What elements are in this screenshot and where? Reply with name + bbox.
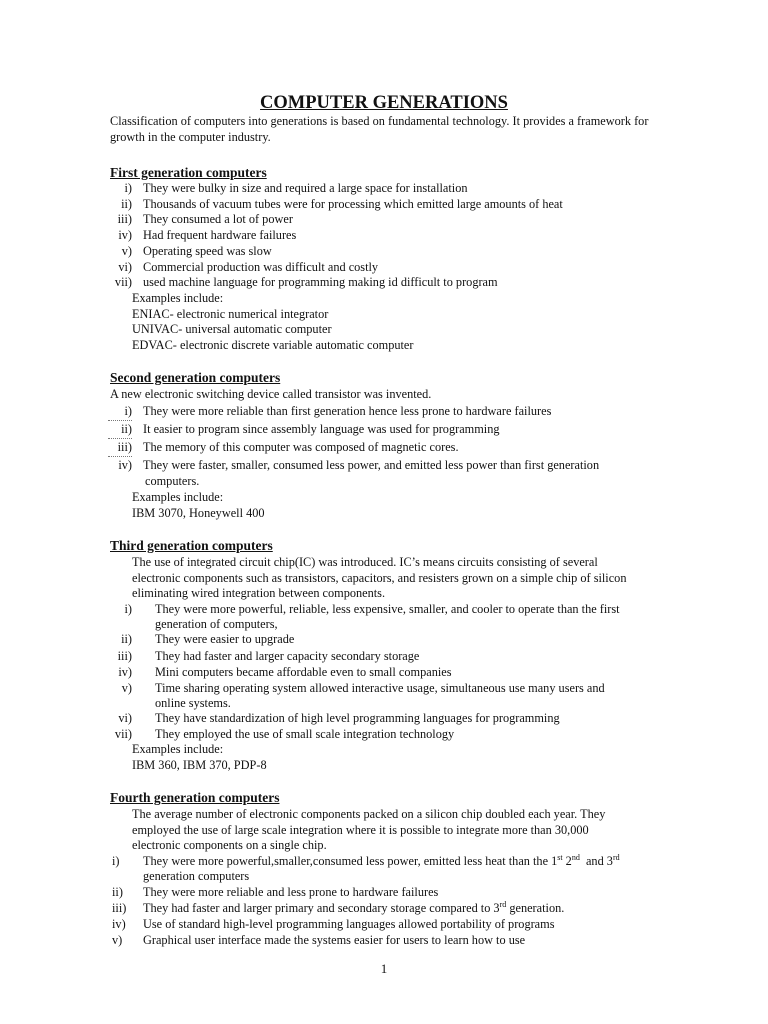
list-item: They had faster and larger primary and secondary storage compared to 3rd generation. — [143, 899, 565, 915]
list-item-continuation: computers. — [145, 474, 200, 488]
list-number: v) — [112, 933, 123, 947]
intro-paragraph: Classification of computers into generations is based on fundamental technology. It provides a framework for growth in the computer industry. — [110, 114, 649, 144]
list-item: They were more powerful,smaller,consumed less power, emitted less heat than the 1st 2nd and 3rd — [143, 852, 620, 868]
section-lead-line: eliminating wired integration between components. — [132, 586, 386, 600]
example-line: UNIVAC- universal automatic computer — [132, 322, 332, 336]
list-item: Use of standard high-level programming languages allowed portability of programs — [143, 917, 555, 931]
document-page: COMPUTER GENERATIONS Classification of computers into generations is based on fundamental technology. It provides a framework for growth in the computer industry. First generation computers i) They were bulky in size and required a large space for installation ii) Thousands of vacuum tubes were for processing which emitted large amounts of heat iii) They consumed a lot of power iv) Had frequent hardware failures v) Operating speed was slow vi) Commercial production was difficult and costly vii) used machine language for programming making id difficult to program Examples include: ENIAC- electronic numerical integrator UNIVAC- universal automatic computer EDVAC- electronic discrete variable automatic computer Second generation computers A new electronic switching device called transistor was invented. i) They were more reliable than first generation hence less prone to hardware failures ii) It easier to program since assembly language was used for programming iii) The memory of this computer was composed of magnetic cores. iv) They were faster, smaller, consumed less power, and emitted less power than first generation computers. Examples include: IBM 3070, Honeywell 400 Third generation computers The use of integrated circuit chip(IC) was introduced. IC’s means circuits consisting of several electronic components such as transistors, capacitors, and resisters grown on a simple chip of silicon eliminating wired integration between components. i) They were more powerful, reliable, less expensive, smaller, and cooler to operate than the first generation of computers, ii) They were easier to upgrade iii) They had faster and larger capacity secondary storage iv) Mini computers became affordable even to small companies v) Time sharing operating system allowed interactive usage, simultaneous use many users and online systems. vi) They have standardization of high level programming languages for programming vii) They employed the use of small scale integration technology Examples include: IBM 360, IBM 370, PDP-8 Fourth generation computers The average number of electronic components packed on a silicon chip doubled each year. They employed the use of large scale integration where it is possible to integrate more than 30,000 electronic components on a single chip. i) They were more powerful,smaller,consumed less power, emitted less heat than the 1st 2nd and 3rd generation computers ii) They were more reliable and less prone to hardware failures iii) They had faster and larger primary and secondary storage compared to 3rd generation. iv) Use of standard high-level programming languages allowed portability of programs v) Graphical user interface made the systems easier for users to learn how to use 1 — [0, 0, 768, 1024]
section-lead-line: The use of integrated circuit chip(IC) was introduced. IC’s means circuits consisting of several — [132, 555, 598, 569]
fourth-generation-heading: Fourth generation computers — [110, 790, 280, 805]
list-number: iii) — [112, 901, 127, 915]
examples-label: Examples include: — [132, 742, 224, 756]
examples-label: Examples include: — [132, 291, 224, 305]
second-generation-heading: Second generation computers — [110, 370, 281, 385]
list-item: They were more reliable and less prone to hardware failures — [143, 885, 439, 899]
section-lead: A new electronic switching device called transistor was invented. — [110, 387, 432, 401]
example-line: ENIAC- electronic numerical integrator — [132, 307, 329, 321]
first-generation-heading: First generation computers — [110, 165, 267, 180]
list-number: i) — [112, 854, 120, 868]
section-lead-line: electronic components on a single chip. — [132, 838, 327, 852]
example-line: IBM 3070, Honeywell 400 — [132, 506, 265, 520]
list-item: Graphical user interface made the systems easier for users to learn how to use — [143, 933, 526, 947]
example-line: IBM 360, IBM 370, PDP-8 — [132, 758, 267, 772]
list-item-continuation: generation of computers, — [155, 617, 278, 631]
section-lead-line: employed the use of large scale integration where it is possible to integrate more than 30,000 — [132, 823, 589, 837]
page-number: 1 — [380, 961, 388, 976]
section-lead-line: electronic components such as transistors, capacitors, and resisters grown on a simple chip of silicon — [132, 571, 627, 585]
list-number: iv) — [112, 917, 126, 931]
section-lead-line: The average number of electronic components packed on a silicon chip doubled each year. They — [132, 807, 606, 821]
list-number: ii) — [112, 885, 123, 899]
list-item-continuation: generation computers — [143, 869, 250, 883]
third-generation-heading: Third generation computers — [110, 538, 273, 553]
example-line: EDVAC- electronic discrete variable automatic computer — [132, 338, 414, 352]
examples-label: Examples include: — [132, 490, 224, 504]
page-title: COMPUTER GENERATIONS — [260, 93, 508, 113]
list-item-continuation: online systems. — [155, 696, 231, 710]
